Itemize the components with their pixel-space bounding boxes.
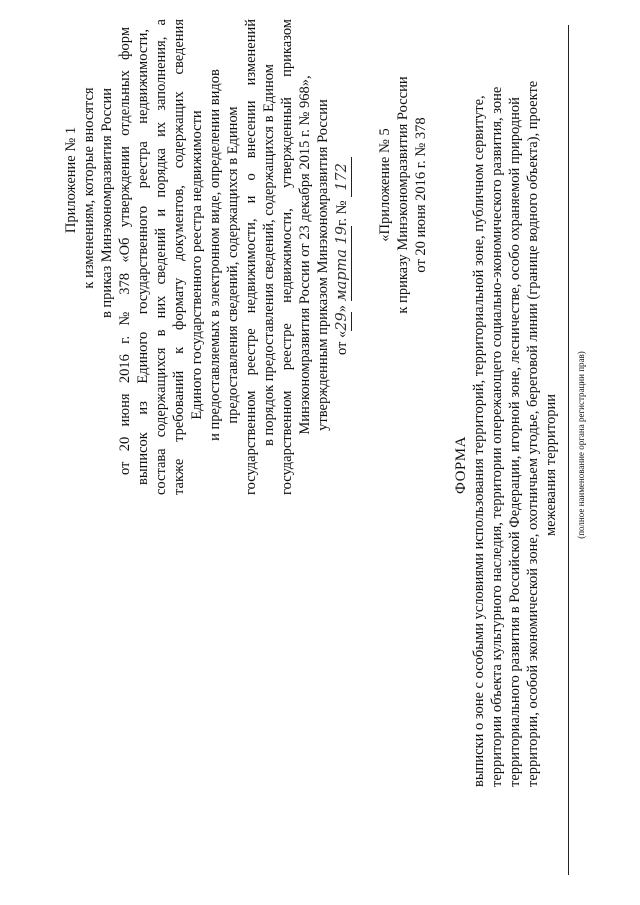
order-prefix: от « — [334, 330, 350, 355]
appendix-line-5: состава содержащихся в них сведений и порядка их заполнения, а — [153, 19, 169, 495]
appendix-line-14: утвержденным приказом Минэкономразвития России — [315, 99, 331, 431]
appendix-line-9: предоставления сведений, содержащихся в Едином — [225, 106, 241, 424]
appendix-line-12: государственном реестре недвижимости, утвержденный приказом — [279, 19, 295, 495]
appendix5-title: «Приложение № 5 — [377, 128, 393, 242]
form-title: ФОРМА — [453, 436, 469, 494]
registration-authority-line — [568, 25, 569, 875]
form-line-4: территории, особой экономической зоне, охотничьем угодье, береговой линии (границе водного объекта), проекте — [525, 80, 541, 787]
registration-authority-caption: (полное наименование органа регистрации прав) — [576, 351, 586, 539]
appendix-line-8: и предоставляемых в электронном виде, определении видов — [207, 69, 223, 441]
appendix5-line-1: к приказу Минэкономразвития России — [395, 76, 411, 314]
appendix-line-1: к изменениям, которые вносятся — [81, 87, 97, 289]
appendix-line-6: также требований к формату документов, содержащих сведения — [171, 19, 187, 495]
form-line-5: межевания территории — [543, 394, 559, 536]
order-month-handwritten: марта 19 — [334, 225, 350, 302]
appendix-line-4: выписок из Единого государственного реестра недвижимости, — [135, 29, 151, 485]
form-line-3: территориального развития в Российской Федерации, игорной зоне, лесничестве, особо охраняемой природной — [507, 97, 523, 787]
order-number-prefix: г. № — [334, 200, 350, 226]
appendix-line-13: Минэкономразвития России от 23 декабря 2015 г. № 968», — [297, 75, 313, 435]
appendix5-line-2: от 20 июня 2016 г. № 378 — [413, 117, 429, 273]
appendix-line-10: государственном реестре недвижимости, и о внесении изменений — [243, 19, 259, 495]
order-day-handwritten: 29 — [334, 312, 350, 331]
order-mid: » — [334, 305, 350, 313]
appendix-line-3: от 20 июня 2016 г. № 378 «Об утверждении отдельных форм — [117, 27, 133, 475]
order-date-line — [333, 35, 352, 355]
appendix-line-7: Единого государственного реестра недвижимости — [189, 110, 205, 420]
appendix-line-2: в приказ Минэкономразвития России — [99, 87, 115, 319]
appendix-line-11: в порядок предоставления сведений, содержащихся в Едином — [261, 64, 277, 446]
form-line-2: территории объекта культурного наследия, территории опережающего социально-экономического развития, зоне — [489, 86, 505, 787]
order-number-handwritten: 172 — [333, 157, 352, 197]
appendix-title: Приложение № 1 — [63, 126, 79, 234]
form-line-1: выписки о зоне с особыми условиями использования территорий, территориальной зоне, публичном сервитуте, — [471, 95, 487, 787]
